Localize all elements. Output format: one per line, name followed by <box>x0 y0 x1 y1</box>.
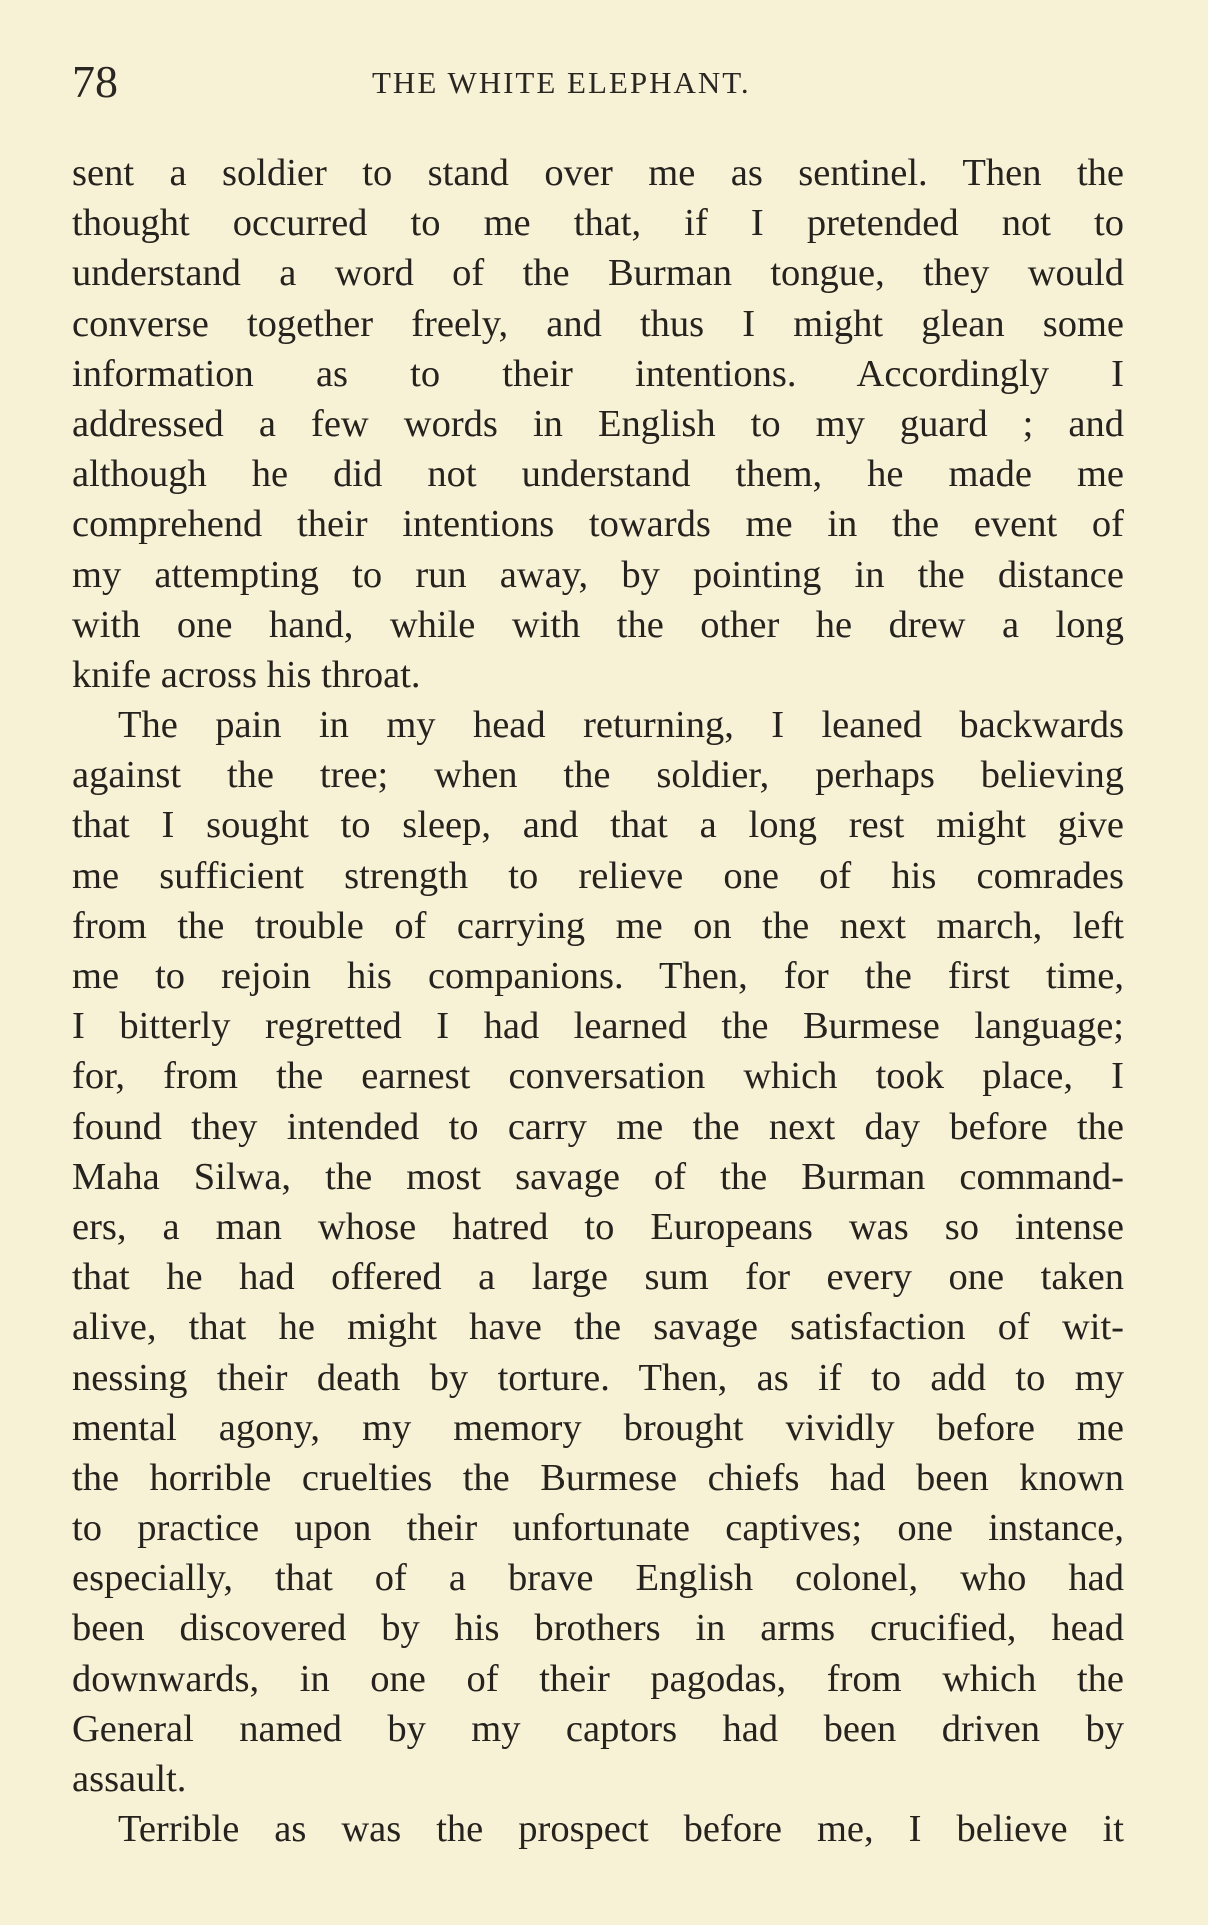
text-line: especially, that of a brave English colonel, who had <box>72 1557 1124 1600</box>
page-header <box>72 52 1132 112</box>
paragraph-end-line: knife across his throat. <box>72 653 421 696</box>
paragraph-end-line: assault. <box>72 1758 187 1800</box>
text-line: been discovered by his brothers in arms crucified, head <box>72 1607 1124 1650</box>
text-line: my attempting to run away, by pointing in the distance <box>72 553 1124 596</box>
text-line: against the tree; when the soldier, perhaps believing <box>72 754 1124 797</box>
text-line: for, from the earnest conversation which took place, I <box>72 1055 1124 1098</box>
text-line: ers, a man whose hatred to Europeans was so intense <box>72 1205 1124 1248</box>
text-line: General named by my captors had been driven by <box>72 1707 1124 1750</box>
text-line: Maha Silwa, the most savage of the Burman command- <box>72 1155 1124 1198</box>
text-line: found they intended to carry me the next day before the <box>72 1105 1124 1148</box>
text-line: alive, that he might have the savage satisfaction of wit- <box>72 1306 1124 1349</box>
text-line: mental agony, my memory brought vividly before me <box>72 1406 1124 1449</box>
text-line: understand a word of the Burman tongue, they would <box>72 252 1124 295</box>
text-line: information as to their intentions. Accordingly I <box>72 352 1124 395</box>
text-line: sent a soldier to stand over me as sentinel. Then the <box>72 152 1124 194</box>
text-line: with one hand, while with the other he drew a long <box>72 603 1124 646</box>
text-line: that he had offered a large sum for every one taken <box>72 1256 1124 1299</box>
text-line: to practice upon their unfortunate captives; one instance, <box>72 1507 1124 1550</box>
paragraph-start-line: The pain in my head returning, I leaned backwards <box>118 704 1124 747</box>
text-line: comprehend their intentions towards me in the event of <box>72 503 1124 546</box>
text-line: from the trouble of carrying me on the next march, left <box>72 904 1124 947</box>
text-line: nessing their death by torture. Then, as if to add to my <box>72 1356 1124 1399</box>
text-line: downwards, in one of their pagodas, from which the <box>72 1657 1124 1700</box>
page-number: 78 <box>72 56 118 107</box>
text-line: addressed a few words in English to my guard ; and <box>72 402 1124 445</box>
running-title: THE WHITE ELEPHANT. <box>372 65 751 100</box>
text-line: me to rejoin his companions. Then, for the first time, <box>72 955 1124 997</box>
text-line: me sufficient strength to relieve one of his comrades <box>72 854 1124 897</box>
body-text <box>72 148 1124 1854</box>
text-line: the horrible cruelties the Burmese chiefs had been known <box>72 1456 1124 1499</box>
text-line: converse together freely, and thus I might glean some <box>72 302 1124 345</box>
text-line: that I sought to sleep, and that a long rest might give <box>72 804 1124 847</box>
text-line: I bitterly regretted I had learned the Burmese language; <box>72 1005 1124 1048</box>
text-line: thought occurred to me that, if I pretended not to <box>72 202 1124 245</box>
text-line: although he did not understand them, he made me <box>72 453 1124 496</box>
paragraph-start-line: Terrible as was the prospect before me, I believe it <box>118 1808 1124 1851</box>
